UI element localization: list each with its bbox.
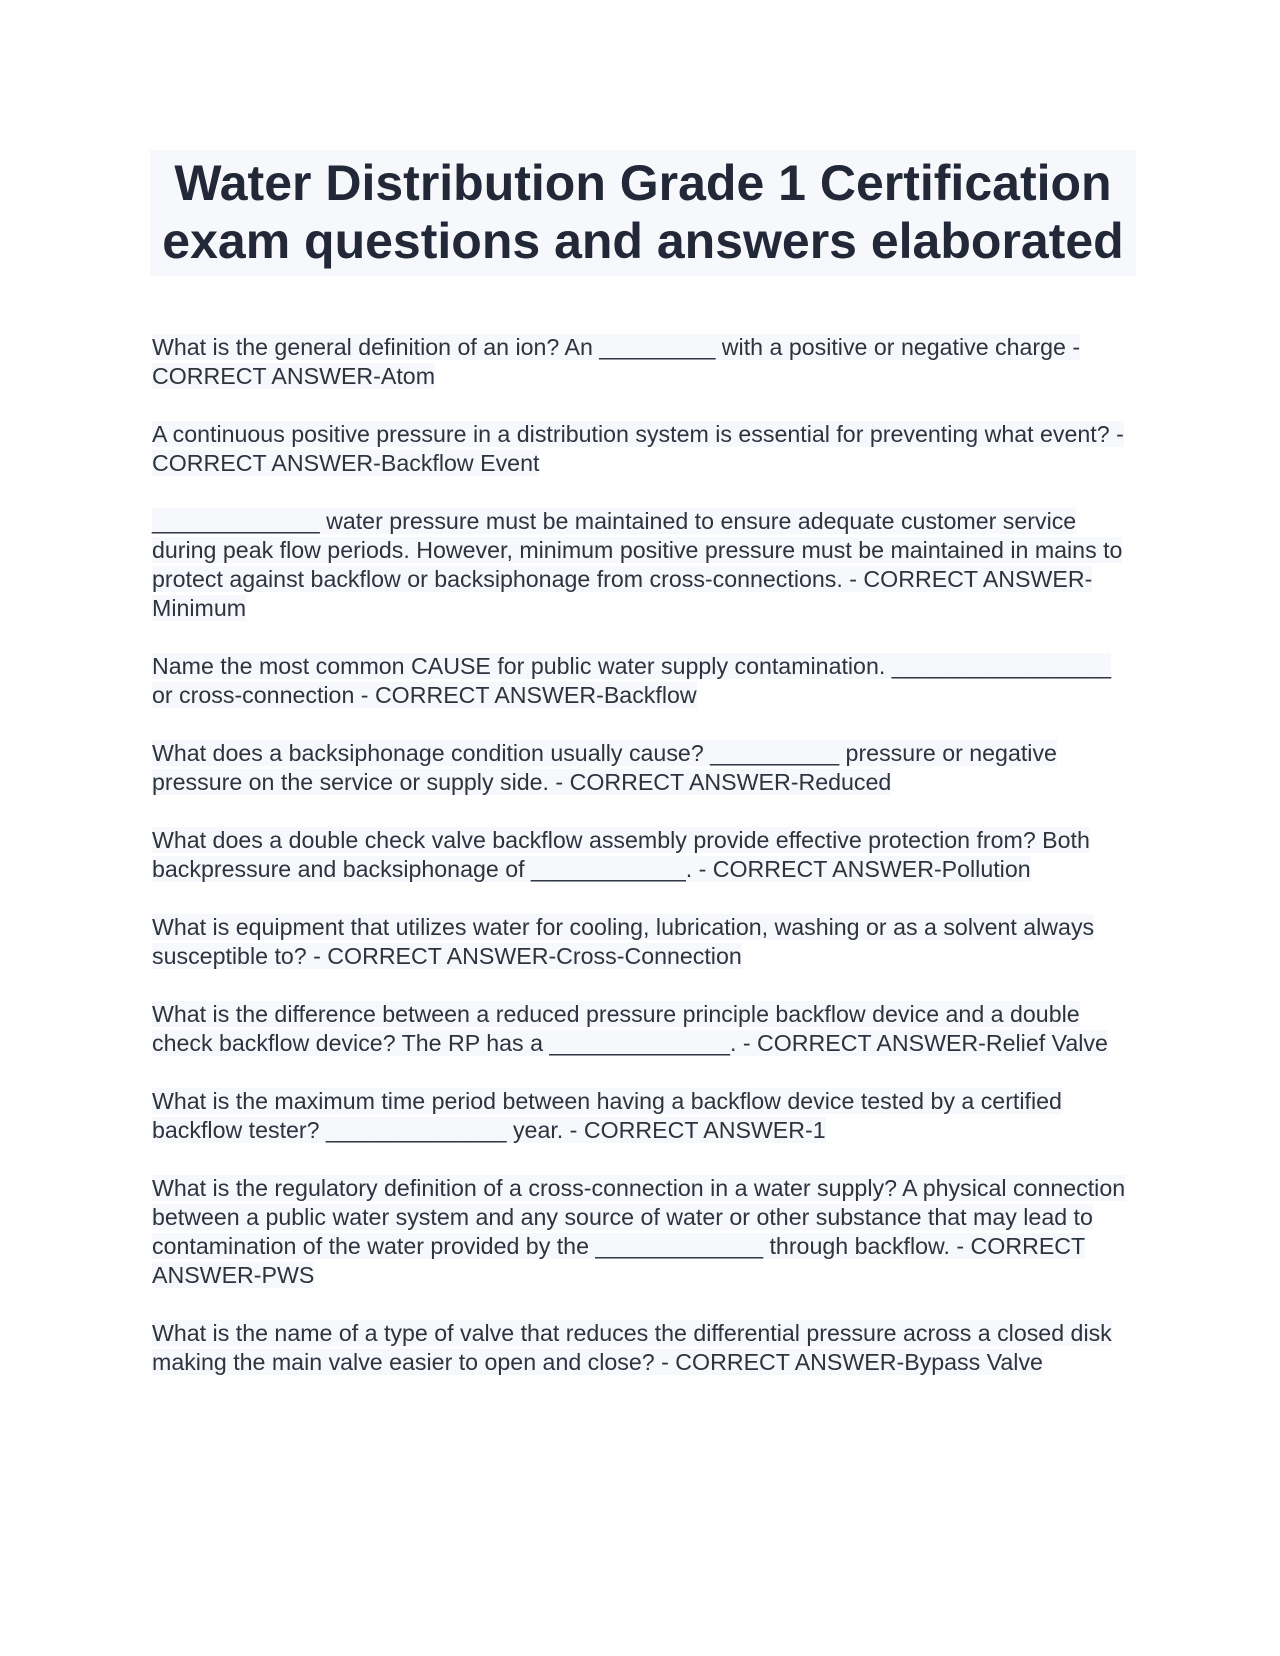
qa-item-text: What is the maximum time period between having a backflow device tested by a certified backflow tester? ______________ year. - CORRECT ANSWER-1 (152, 1088, 1062, 1143)
document-title: Water Distribution Grade 1 Certification exam questions and answers elaborated (150, 150, 1136, 276)
qa-item-text: What is equipment that utilizes water for cooling, lubrication, washing or as a solvent always susceptible to? - CORRECT ANSWER-Cross-Connection (152, 914, 1095, 969)
qa-item-text: What is the difference between a reduced pressure principle backflow device and a double check backflow device? The RP has a ______________. - CORRECT ANSWER-Relief Valve (152, 1001, 1108, 1056)
qa-item-text: What is the general definition of an ion? An _________ with a positive or negative charge - CORRECT ANSWER-Atom (152, 334, 1081, 389)
qa-item-text: What does a double check valve backflow assembly provide effective protection from? Both backpressure and backsiphonage of ____________. - CORRECT ANSWER-Pollution (152, 827, 1090, 882)
qa-item-6 (152, 826, 1134, 884)
qa-item-5 (152, 739, 1134, 797)
qa-item-10 (152, 1174, 1134, 1290)
document-page (150, 150, 1136, 1406)
qa-item-2 (152, 420, 1134, 478)
qa-item-9 (152, 1087, 1134, 1145)
qa-item-text: A continuous positive pressure in a distribution system is essential for preventing what event? - CORRECT ANSWER-Backflow Event (152, 421, 1124, 476)
qa-item-text: Name the most common CAUSE for public water supply contamination. _________________ or cross-connection - CORRECT ANSWER-Backflow (152, 653, 1111, 708)
qa-list (150, 333, 1136, 1377)
qa-item-7 (152, 913, 1134, 971)
qa-item-8 (152, 1000, 1134, 1058)
qa-item-text: What is the name of a type of valve that reduces the differential pressure across a closed disk making the main valve easier to open and close? - CORRECT ANSWER-Bypass Valve (152, 1320, 1112, 1375)
qa-item-text: What is the regulatory definition of a cross-connection in a water supply? A physical connection between a public water system and any source of water or other substance that may lead to contamination of the water provided by the _____________ through backflow. - CORRECT ANSWER-PWS (152, 1175, 1126, 1288)
qa-item-4 (152, 652, 1134, 710)
qa-item-1 (152, 333, 1134, 391)
qa-item-3 (152, 507, 1134, 623)
qa-item-text: _____________ water pressure must be maintained to ensure adequate customer service during peak flow periods. However, minimum positive pressure must be maintained in mains to protect against backflow or backsiphonage from cross-connections. - CORRECT ANSWER-Minimum (152, 508, 1123, 621)
qa-item-text: What does a backsiphonage condition usually cause? __________ pressure or negative pressure on the service or supply side. - CORRECT ANSWER-Reduced (152, 740, 1057, 795)
qa-item-11 (152, 1319, 1134, 1377)
